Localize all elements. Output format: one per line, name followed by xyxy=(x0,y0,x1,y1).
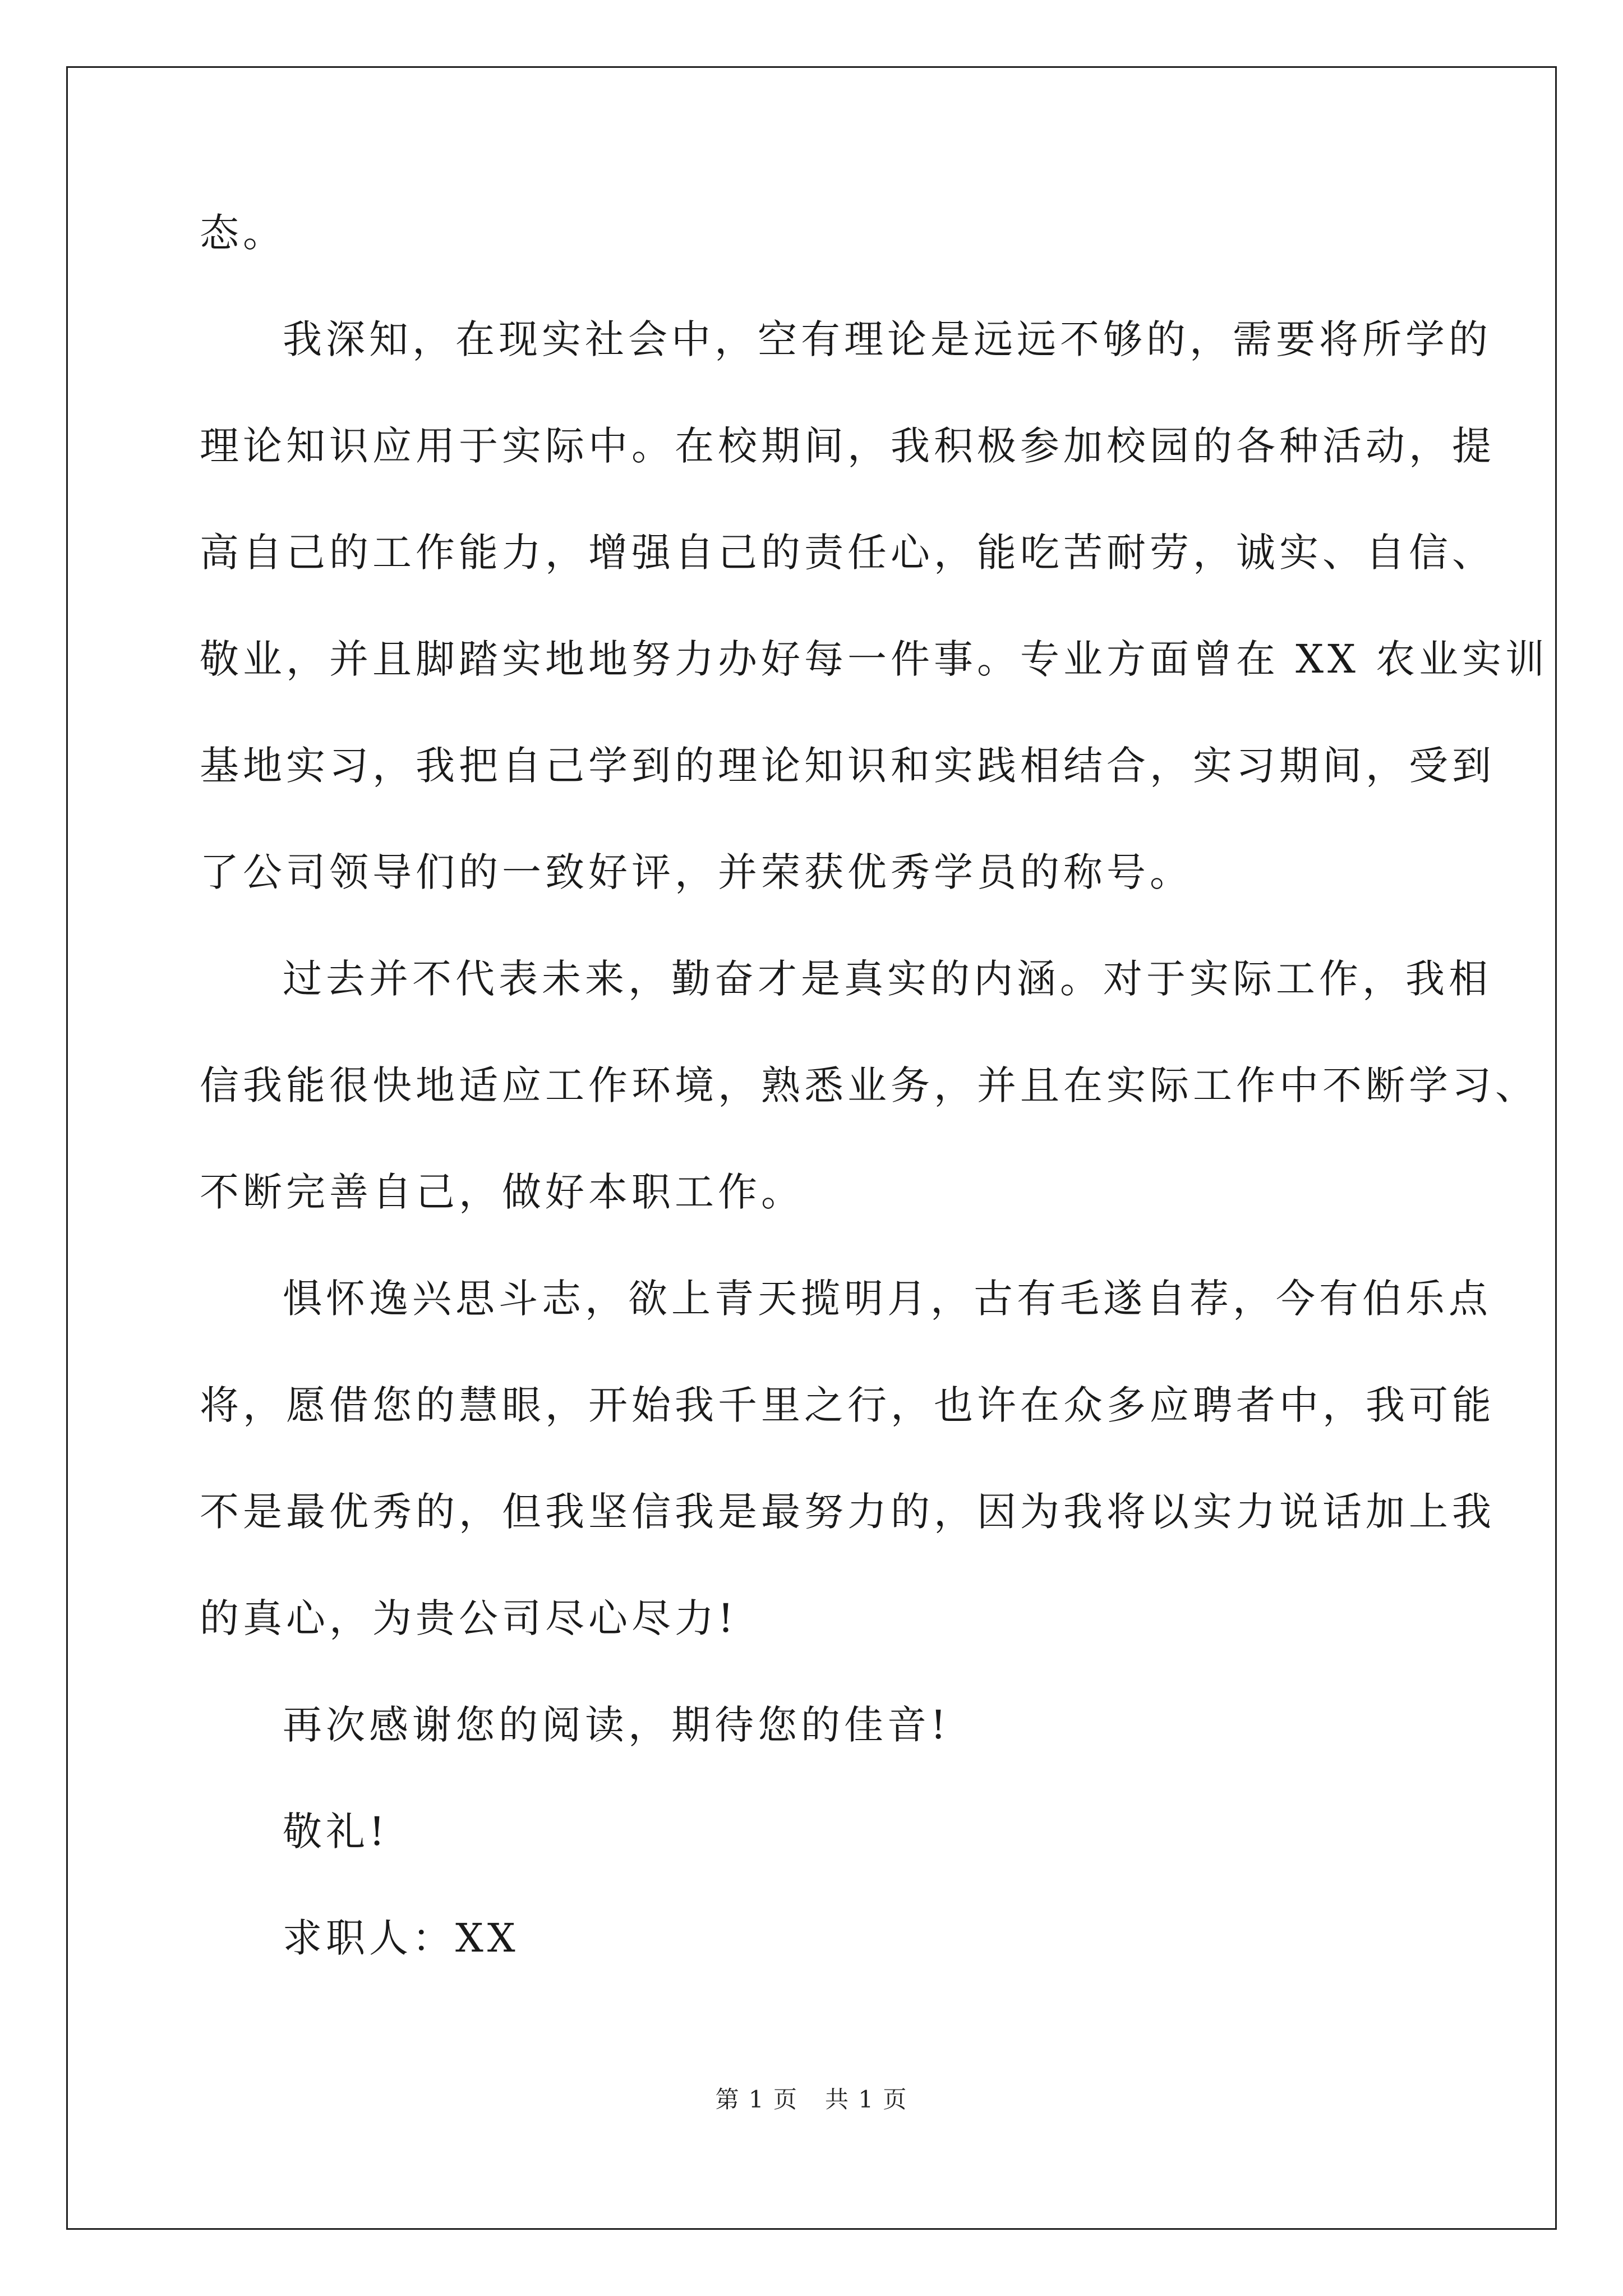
text-line: 理论知识应用于实际中。在校期间，我积极参加校园的各种活动，提 xyxy=(200,423,1495,469)
text-line: 再次感谢您的阅读，期待您的佳音! xyxy=(283,1702,951,1748)
text-line: 不是最优秀的，但我坚信我是最努力的，因为我将以实力说话加上我 xyxy=(200,1489,1495,1535)
text-line: 过去并不代表未来，勤奋才是真实的内涵。对于实际工作，我相 xyxy=(283,956,1492,1002)
text-line: 敬礼! xyxy=(283,1809,389,1855)
text-line: 惧怀逸兴思斗志，欲上青天揽明月，古有毛遂自荐，今有伯乐点 xyxy=(283,1276,1492,1322)
text-line: 基地实习，我把自己学到的理论知识和实践相结合，实习期间，受到 xyxy=(200,743,1495,789)
page-number: 第 1 页 xyxy=(715,2086,798,2113)
text-line: 了公司领导们的一致好评，并荣获优秀学员的称号。 xyxy=(200,849,1193,895)
text-line: 我深知，在现实社会中，空有理论是远远不够的，需要将所学的 xyxy=(283,316,1492,362)
text-line: 敬业，并且脚踏实地地努力办好每一件事。专业方面曾在 XX 农业实训 xyxy=(200,636,1549,682)
text-line: 将，愿借您的慧眼，开始我千里之行，也许在众多应聘者中，我可能 xyxy=(200,1382,1495,1428)
text-line: 高自己的工作能力，增强自己的责任心，能吃苦耐劳，诚实、自信、 xyxy=(200,530,1495,576)
text-line: 不断完善自己，做好本职工作。 xyxy=(200,1169,804,1215)
page-total: 共 1 页 xyxy=(825,2086,908,2113)
text-line: 信我能很快地适应工作环境，熟悉业务，并且在实际工作中不断学习、 xyxy=(200,1062,1538,1108)
text-line: 的真心，为贵公司尽心尽力! xyxy=(200,1595,738,1641)
page-footer xyxy=(0,2081,1623,2115)
signature-line: 求职人：XX xyxy=(283,1915,519,1961)
page-border xyxy=(66,66,1557,2230)
text-line: 态。 xyxy=(200,210,286,256)
